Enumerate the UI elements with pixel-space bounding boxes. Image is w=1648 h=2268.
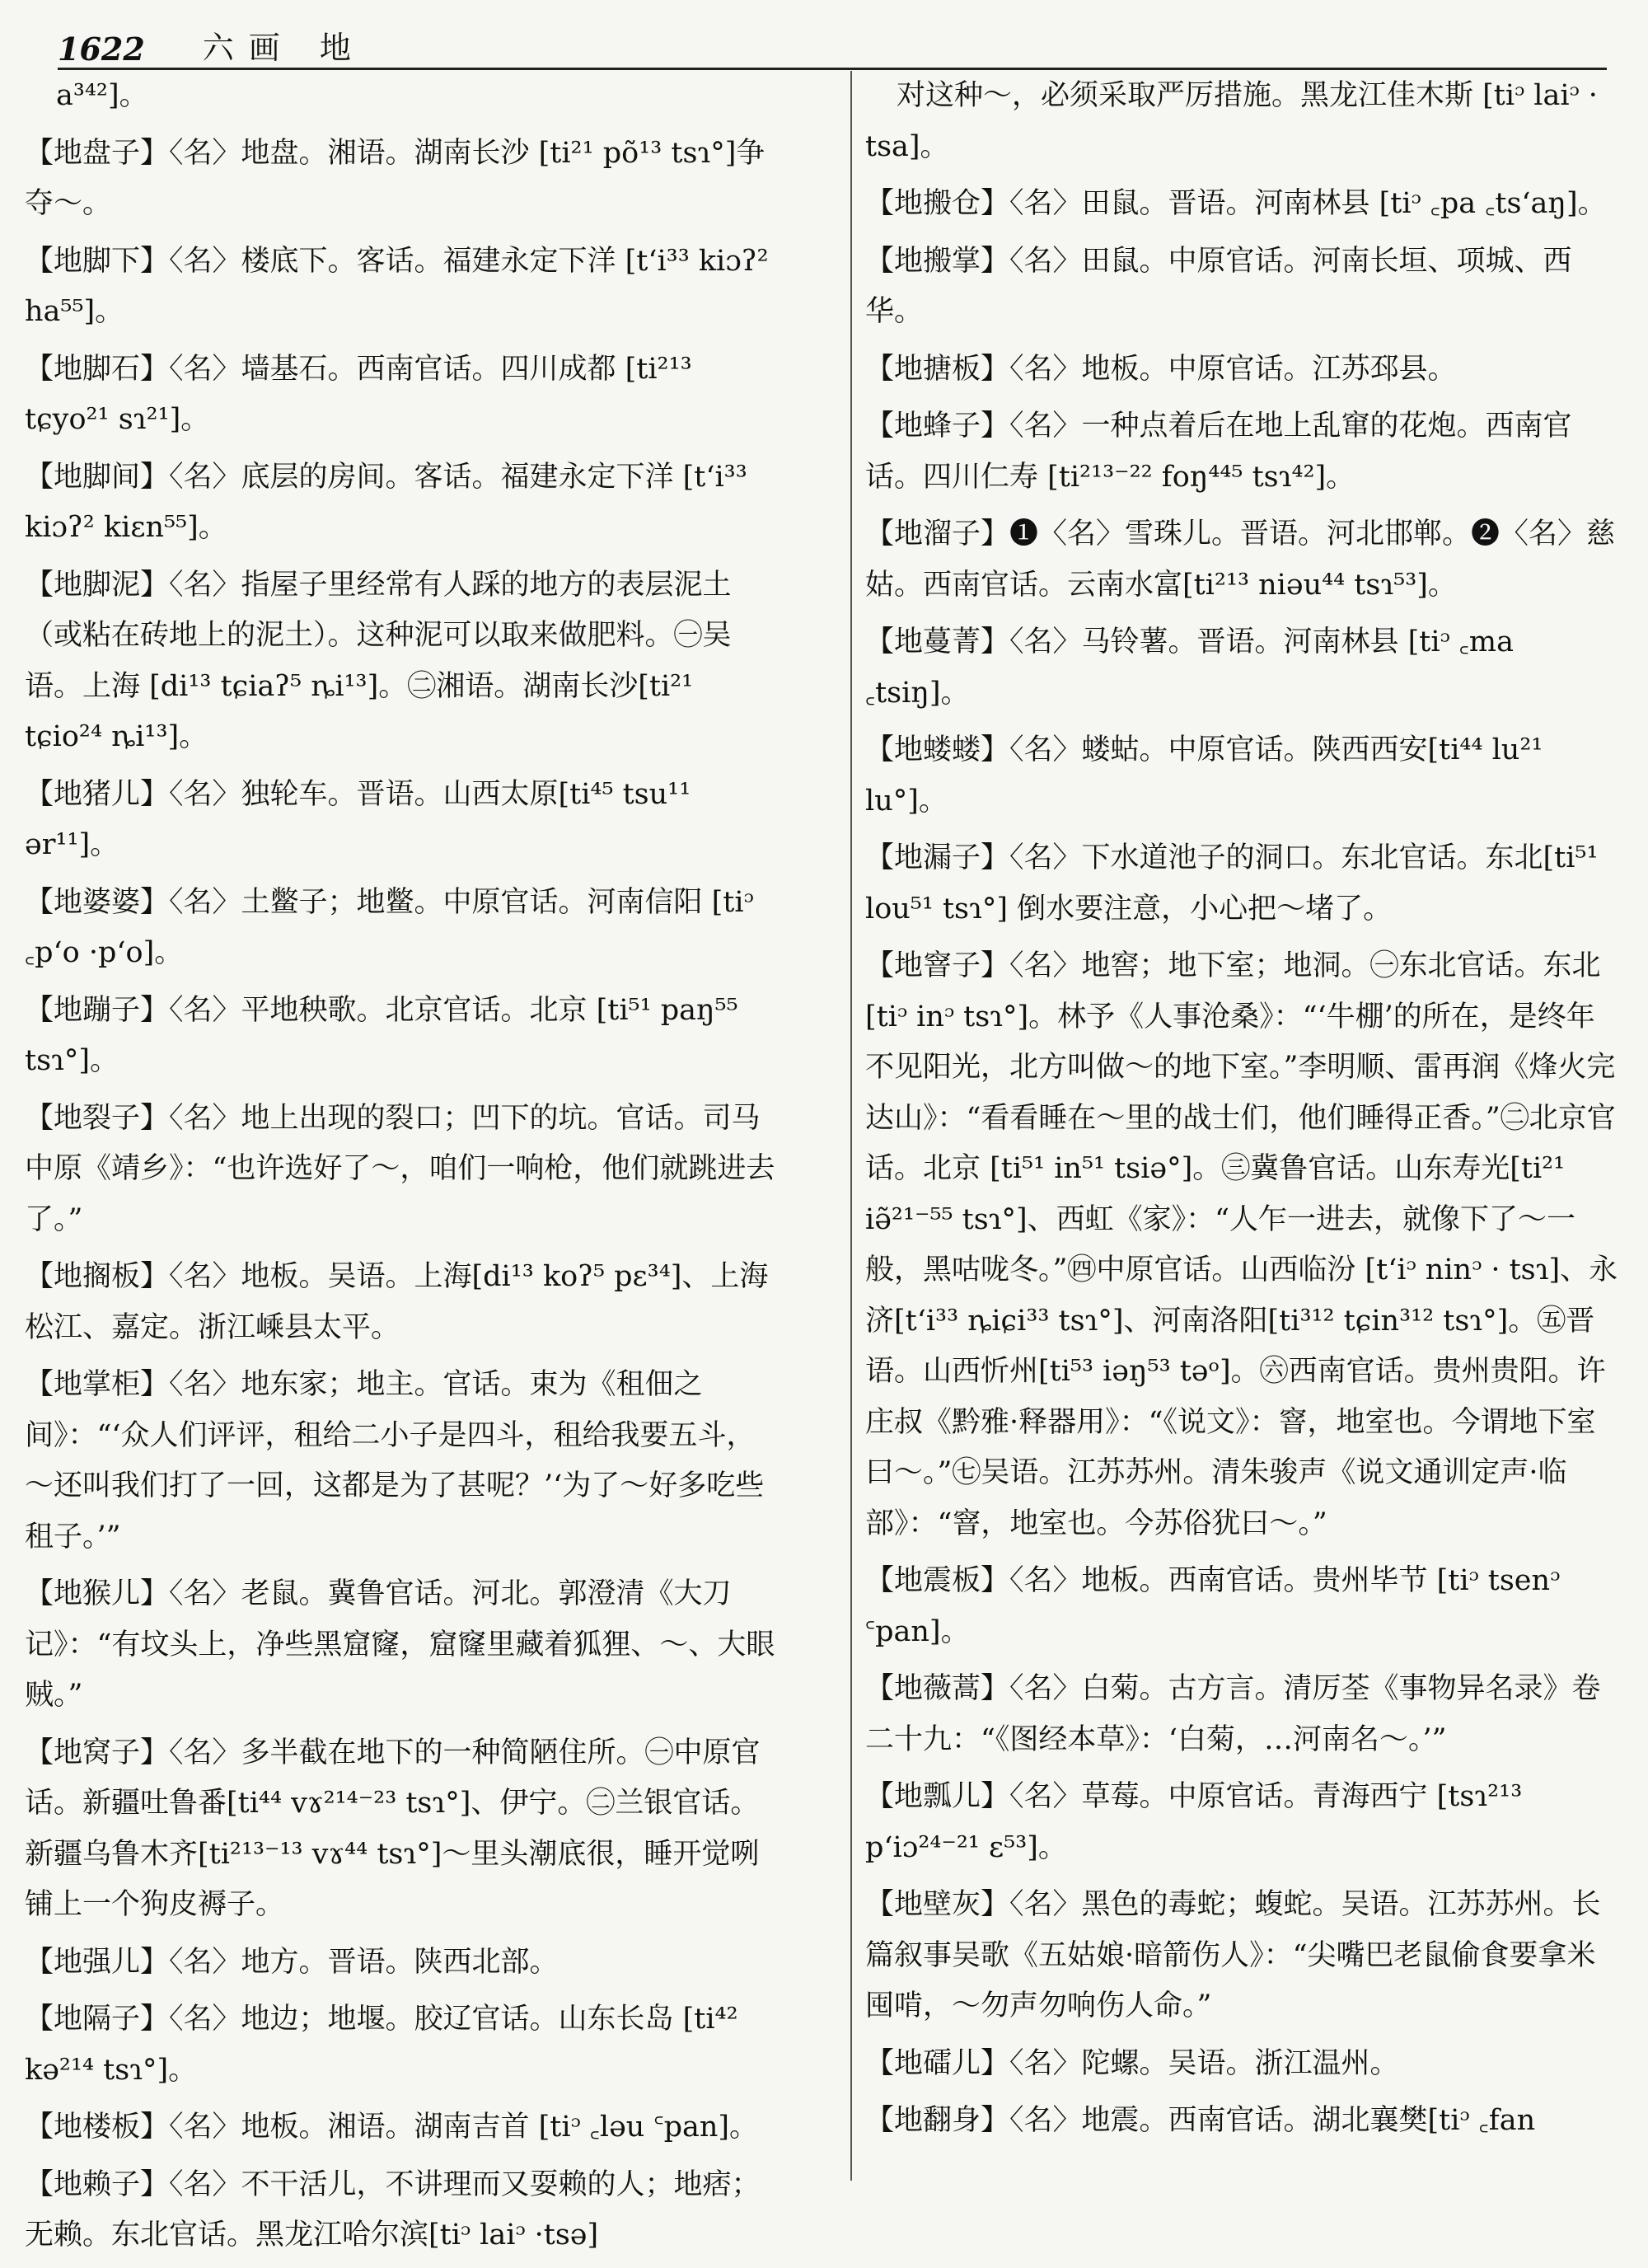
dictionary-entry: 【地漏子】〈名〉下水道池子的洞口。东北官话。东北[ti⁵¹ lou⁵¹ tsɿ°] 倒水要注意，小心把～堵了。 xyxy=(865,841,1599,925)
dictionary-entry: 【地搬仓】〈名〉田鼠。晋语。河南林县 [tiᵓ ꜀pa ꜀tsʻaŋ]。 xyxy=(865,187,1607,220)
dictionary-entry: 【地裂子】〈名〉地上出现的裂口；凹下的坑。官话。司马中原《靖乡》：“也许选好了～，咱们一响枪，他们就跳进去了。” xyxy=(25,1101,775,1236)
dictionary-entry: 【地壁灰】〈名〉黑色的毒蛇；蝮蛇。吴语。江苏苏州。长篇叙事吴歌《五姑娘·暗箭伤人》：“尖嘴巴老鼠偷食要拿米囤啃，～勿声勿响伤人命。” xyxy=(865,1888,1601,2022)
dictionary-entry: 【地搬掌】〈名〉田鼠。中原官话。河南长垣、项城、西华。 xyxy=(865,244,1572,328)
dictionary-entry: 【地猴儿】〈名〉老鼠。冀鲁官话。河北。郭澄清《大刀记》：“有坟头上，净些黑窟窿，窟窿里藏着狐狸、～、大眼贼。” xyxy=(25,1577,775,1712)
dictionary-entry: 【地脚下】〈名〉楼底下。客话。福建永定下洋 [tʻi³³ kiɔʔ² ha⁵⁵]。 xyxy=(25,244,769,328)
dictionary-entry: 【地强儿】〈名〉地方。晋语。陕西北部。 xyxy=(25,1945,559,1979)
dictionary-entry: 【地楼板】〈名〉地板。湘语。湖南吉首 [tiᵓ ꜀ləu ꜂pan]。 xyxy=(25,2111,759,2144)
section-title: 六画 地 xyxy=(202,30,366,66)
right-column xyxy=(865,71,1619,2153)
dictionary-entry: 【地窨子】〈名〉地窖；地下室；地洞。㊀东北官话。东北 [tiᵓ inᵓ tsɿ°]。林予《人事沧桑》：“‘牛棚’的所在，是终年不见阳光，北方叫做～的地下室。”李明顺、雷再润《烽火完达山》：“看看睡在～里的战士们，他们睡得正香。”㊁北京官话。北京 [ti⁵¹ in⁵¹ tsiə°]。㊂冀鲁官话。山东寿光[ti²¹ iə̃²¹⁻⁵⁵ tsɿ°]、西虹《家》：“人乍一进去，就像下了～一般，黑咕咙冬。”㊃中原官话。山西临汾 [tʻiᵓ ninᵓ · tsɿ]、永济[tʻi³³ ȵiɕi³³ tsɿ°]、河南洛阳[ti³¹² tɕin³¹² tsɿ°]。㊄晋语。山西忻州[ti⁵³ iəŋ⁵³ təᵒ]。㊅西南官话。贵州贵阳。许庄叔《黔雅·释器用》：“《说文》：窨，地室也。今谓地下室曰～。”㊆吴语。江苏苏州。清朱骏声《说文通训定声·临部》：“窨，地室也。今苏俗犹曰～。” xyxy=(865,949,1618,1540)
dictionary-entry: 【地脚泥】〈名〉指屋子里经常有人踩的地方的表层泥土（或粘在砖地上的泥土）。这种泥可以取来做肥料。㊀吴语。上海 [di¹³ tɕiaʔ⁵ ȵi¹³]。㊁湘语。湖南长沙[ti²¹ tɕio²⁴ ȵi¹³]。 xyxy=(25,568,732,753)
dictionary-entry: 【地翻身】〈名〉地震。西南官话。湖北襄樊[tiᵓ ꜀fan xyxy=(865,2104,1536,2137)
dictionary-entry: 对这种～，必须采取严厉措施。黑龙江佳木斯 [tiᵓ laiᵓ · tsa]。 xyxy=(865,79,1598,163)
dictionary-entry: 【地隔子】〈名〉地边；地堰。胶辽官话。山东长岛 [ti⁴² kə²¹⁴ tsɿ°]。 xyxy=(25,2003,738,2087)
dictionary-entry: 【地蜂子】〈名〉一种点着后在地上乱窜的花炮。西南官话。四川仁寿 [ti²¹³⁻²² foŋ⁴⁴⁵ tsɿ⁴²]。 xyxy=(865,410,1572,494)
dictionary-entry: 【地窝子】〈名〉多半截在地下的一种简陋住所。㊀中原官话。新疆吐鲁番[ti⁴⁴ vɤ²¹⁴⁻²³ tsɿ°]、伊宁。㊁兰银官话。新疆乌鲁木齐[ti²¹³⁻¹³ vɤ⁴⁴ tsɿ°]～里头潮底很，睡开觉咧铺上一个狗皮褥子。 xyxy=(25,1736,761,1921)
dictionary-entry: 【地瓢儿】〈名〉草莓。中原官话。青海西宁 [tsɿ²¹³ pʻiɔ²⁴⁻²¹ ɛ⁵³]。 xyxy=(865,1780,1523,1864)
dictionary-entry: 【地薇蒿】〈名〉白菊。古方言。清厉荃《事物异名录》卷二十九：“《图经本草》：‘白菊，…河南名～。’” xyxy=(865,1672,1601,1756)
dictionary-entry: 【地脚石】〈名〉墙基石。西南官话。四川成都 [ti²¹³ tɕyo²¹ sɿ²¹]。 xyxy=(25,352,692,436)
dictionary-entry: 【地蔓菁】〈名〉马铃薯。晋语。河南林县 [tiᵓ ꜀ma ꜀tsiŋ]。 xyxy=(865,626,1514,710)
dictionary-entry: a³⁴²]。 xyxy=(56,79,148,112)
left-column xyxy=(25,71,779,2268)
dictionary-entry: 【地震板】〈名〉地板。西南官话。贵州毕节 [tiᵓ tsenᵓ ꜂pan]。 xyxy=(865,1564,1561,1648)
page-header xyxy=(58,16,1607,70)
dictionary-entry: 【地掌柜】〈名〉地东家；地主。官话。束为《租佃之间》：“‘众人们评评，租给二小子是四斗，租给我要五斗，～还叫我们打了一回，这都是为了甚呢？’‘为了～好多吃些租子。’” xyxy=(25,1368,765,1553)
page-number: 1622 xyxy=(58,30,145,68)
dictionary-entry: 【地搪板】〈名〉地板。中原官话。江苏邳县。 xyxy=(865,352,1457,386)
dictionary-entry: 【地盘子】〈名〉地盘。湘语。湖南长沙 [ti²¹ põ¹³ tsɿ°]争夺～。 xyxy=(25,136,765,220)
dictionary-entry: 【地婆婆】〈名〉土鳖子；地鳖。中原官话。河南信阳 [tiᵓ ꜀pʻo ·pʻo]。 xyxy=(25,885,754,969)
dictionary-entry: 【地搁板】〈名〉地板。吴语。上海[di¹³ koʔ⁵ pɛ³⁴]、上海松江、嘉定。浙江嵊县太平。 xyxy=(25,1260,769,1344)
dictionary-entry: 【地蹦子】〈名〉平地秧歌。北京官话。北京 [ti⁵¹ paŋ⁵⁵ tsɿ°]。 xyxy=(25,993,738,1077)
dictionary-entry: 【地蝼蝼】〈名〉蝼蛄。中原官话。陕西西安[ti⁴⁴ lu²¹ lu°]。 xyxy=(865,733,1543,818)
dictionary-entry: 【地脚间】〈名〉底层的房间。客话。福建永定下洋 [tʻi³³ kiɔʔ² kiɛn⁵⁵]。 xyxy=(25,460,747,544)
dictionary-entry: 【地赖子】〈名〉不干活儿，不讲理而又耍赖的人；地痞；无赖。东北官话。黑龙江哈尔滨[tiᵓ laiᵓ ·tsə] xyxy=(25,2167,761,2252)
dictionary-entry: 【地溜子】❶〈名〉雪珠儿。晋语。河北邯郸。❷〈名〉慈姑。西南官话。云南水富[ti²¹³ niəu⁴⁴ tsɿ⁵³]。 xyxy=(865,518,1616,602)
dictionary-entry: 【地礌儿】〈名〉陀螺。吴语。浙江温州。 xyxy=(865,2046,1399,2080)
dictionary-entry: 【地猪儿】〈名〉独轮车。晋语。山西太原[ti⁴⁵ tsu¹¹ ər¹¹]。 xyxy=(25,777,691,861)
